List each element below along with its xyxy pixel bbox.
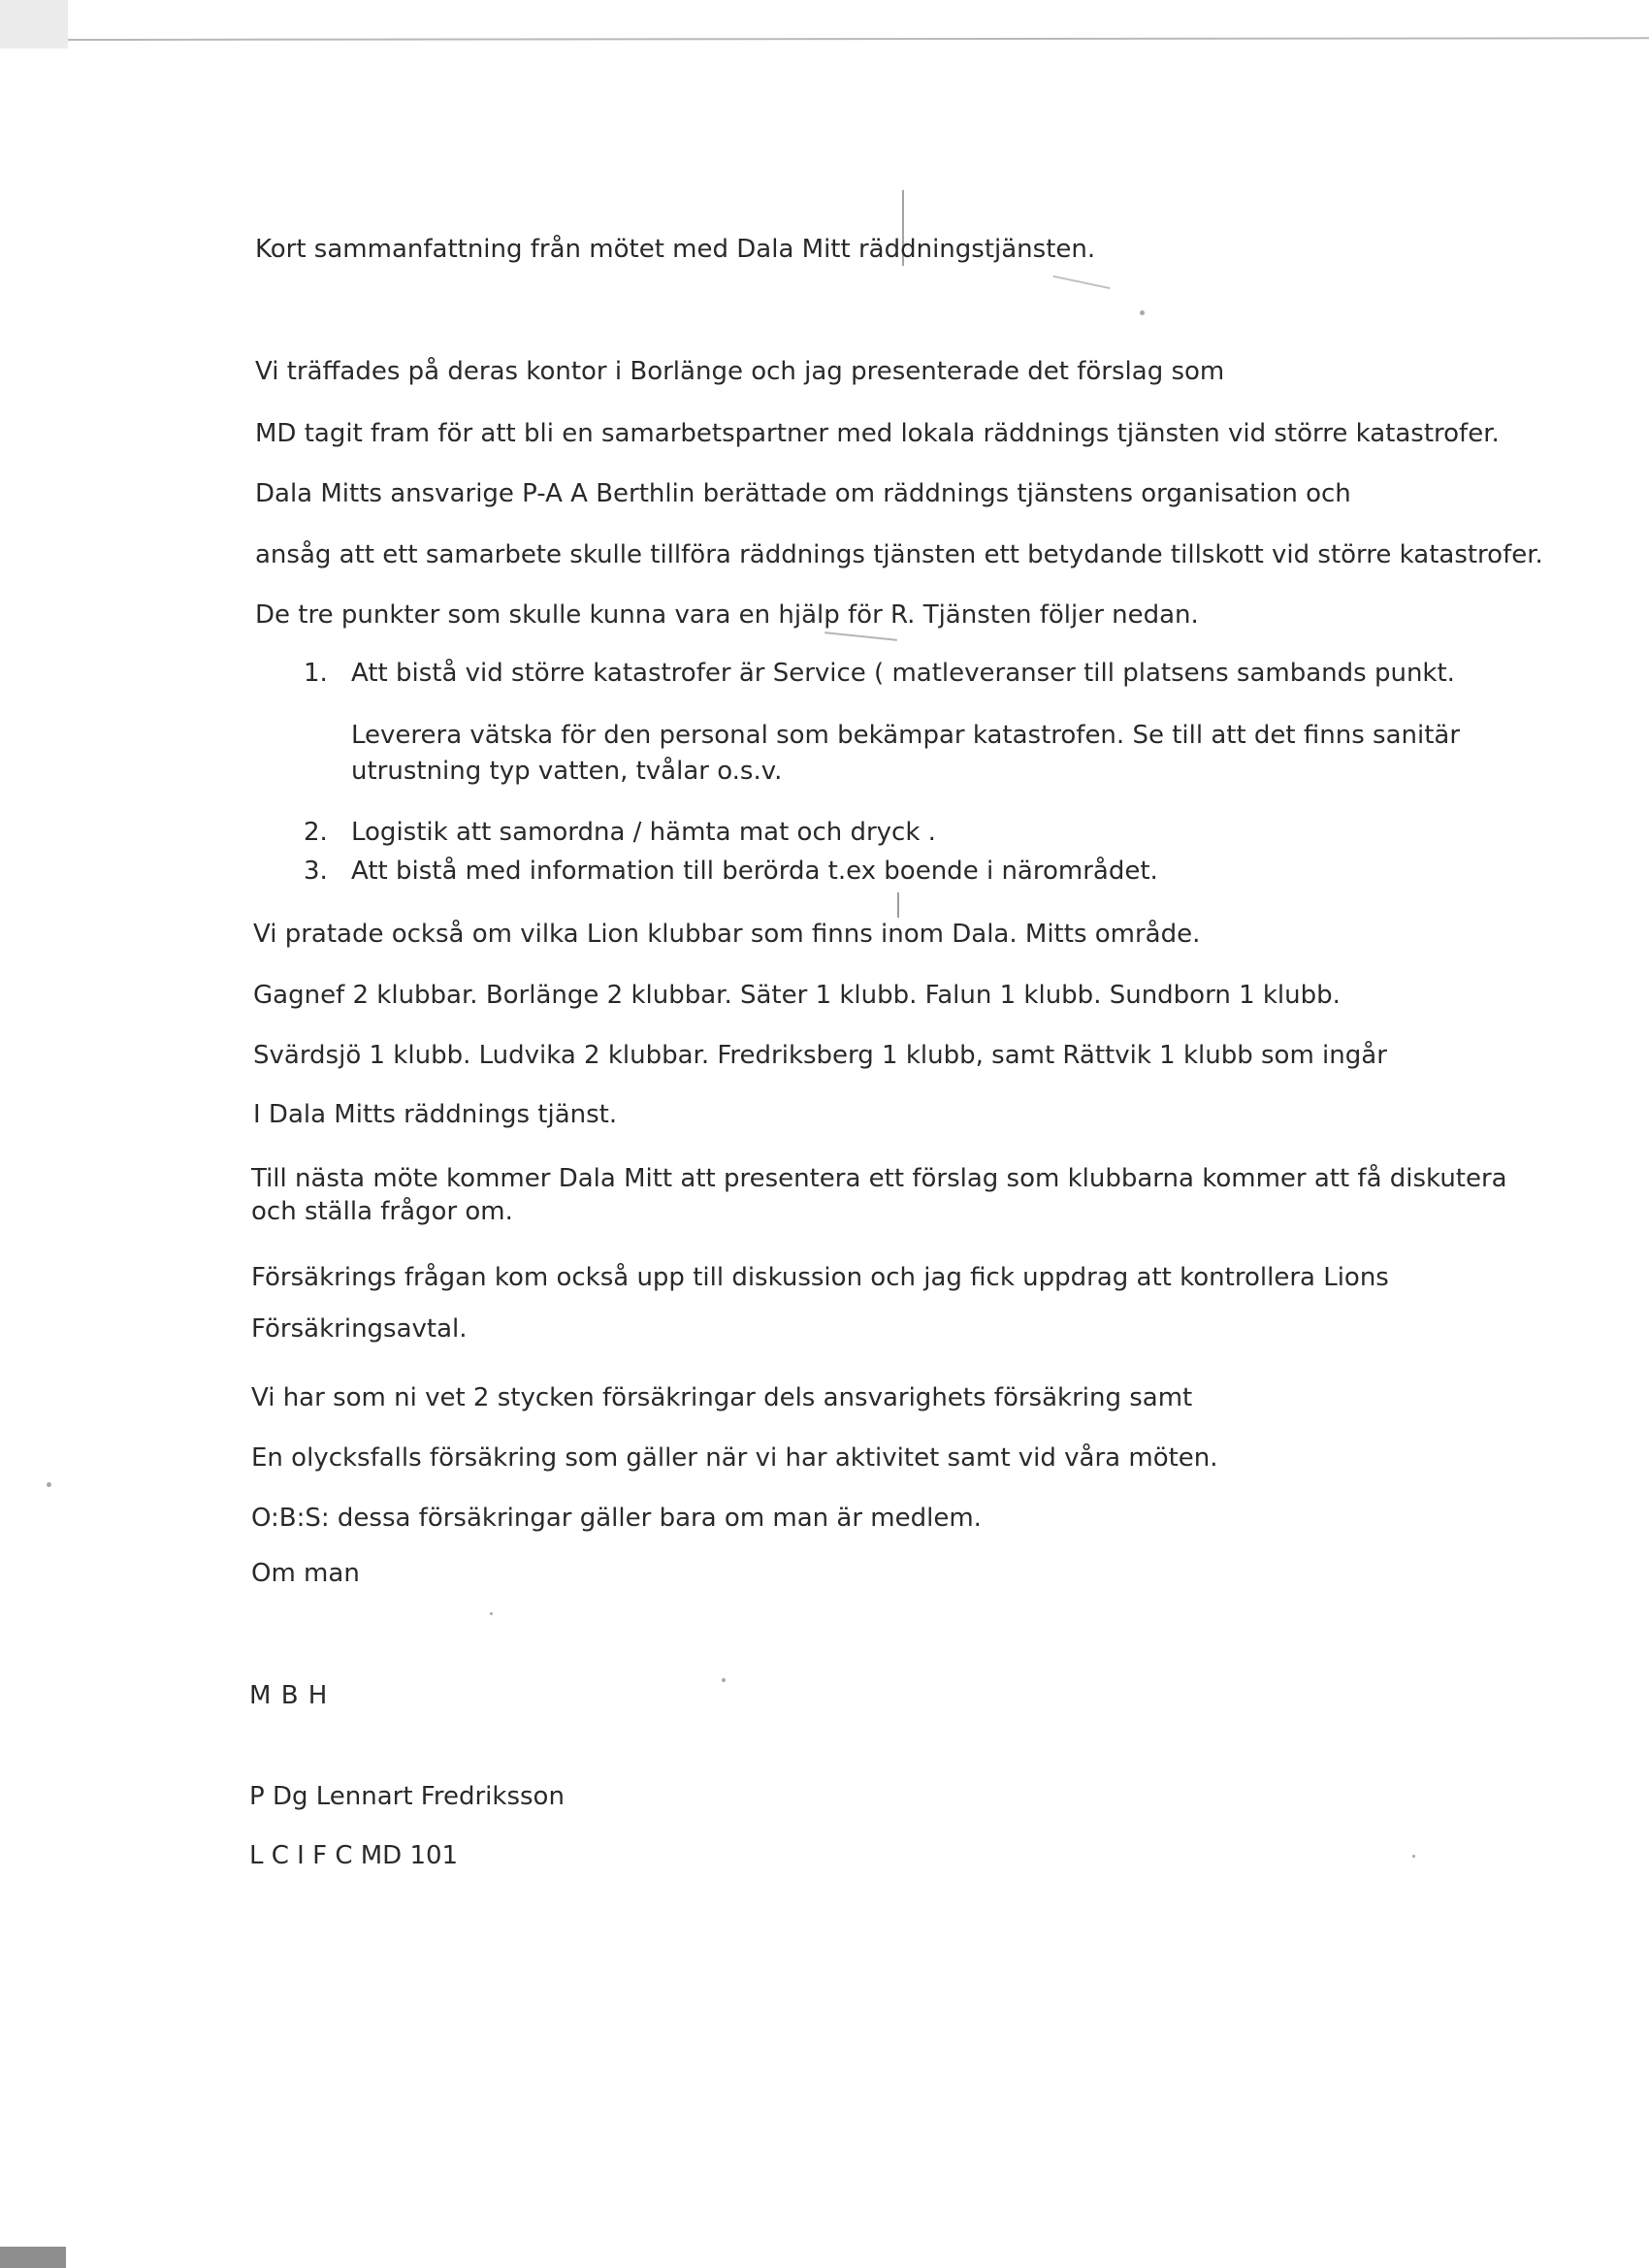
scan-speck — [1140, 310, 1145, 315]
scan-speck — [47, 1482, 51, 1487]
paragraph: I Dala Mitts räddnings tjänst. — [253, 1100, 618, 1129]
scan-border — [0, 0, 68, 49]
scan-speck — [1412, 1855, 1415, 1858]
scan-border — [0, 2247, 66, 2268]
paragraph: Gagnef 2 klubbar. Borlänge 2 klubbar. Säter 1 klubb. Falun 1 klubb. Sundborn 1 klubb. — [253, 981, 1341, 1010]
document-title: Kort sammanfattning från mötet med Dala Mitt räddningstjänsten. — [255, 235, 1096, 264]
page-edge — [68, 37, 1649, 41]
list-item-continued: Leverera vätska för den personal som bekämpar katastrofen. Se till att det finns sanitär — [351, 721, 1461, 750]
signature-title: L C I F C MD 101 — [249, 1841, 459, 1870]
list-number: 2. — [304, 818, 328, 847]
paragraph: Vi pratade också om vilka Lion klubbar som finns inom Dala. Mitts område. — [253, 920, 1201, 949]
paragraph: Om man — [251, 1559, 360, 1588]
paragraph: De tre punkter som skulle kunna vara en hjälp för R. Tjänsten följer nedan. — [255, 600, 1199, 630]
paragraph: MD tagit fram för att bli en samarbetspartner med lokala räddnings tjänsten vid större katastrofer. — [255, 419, 1500, 448]
paragraph: och ställa frågor om. — [251, 1197, 513, 1226]
signature-name: P Dg Lennart Fredriksson — [249, 1782, 565, 1811]
paragraph: Vi träffades på deras kontor i Borlänge och jag presenterade det förslag som — [255, 357, 1225, 386]
paragraph: ansåg att ett samarbete skulle tillföra räddnings tjänsten ett betydande tillskott vid större katastrofer. — [255, 540, 1543, 569]
pen-mark — [824, 632, 897, 641]
scan-speck — [490, 1612, 493, 1615]
paragraph: Svärdsjö 1 klubb. Ludvika 2 klubbar. Fredriksberg 1 klubb, samt Rättvik 1 klubb som ingår — [253, 1041, 1387, 1070]
paragraph: Dala Mitts ansvarige P-A A Berthlin berättade om räddnings tjänstens organisation och — [255, 479, 1351, 508]
paragraph: O:B:S: dessa försäkringar gäller bara om man är medlem. — [251, 1504, 982, 1533]
paragraph: Försäkrings frågan kom också upp till diskussion och jag fick uppdrag att kontrollera Lions — [251, 1263, 1389, 1292]
pen-mark — [897, 892, 899, 918]
paragraph: En olycksfalls försäkring som gäller när vi har aktivitet samt vid våra möten. — [251, 1443, 1218, 1473]
paragraph: Försäkringsavtal. — [251, 1314, 468, 1344]
closing: M B H — [249, 1681, 329, 1710]
list-number: 3. — [304, 857, 328, 886]
list-number: 1. — [304, 659, 328, 688]
list-item: Att bistå vid större katastrofer är Service ( matleveranser till platsens sambands punkt. — [351, 659, 1455, 688]
scan-speck — [722, 1678, 726, 1682]
pen-mark — [1052, 275, 1110, 289]
list-item: Att bistå med information till berörda t.ex boende i närområdet. — [351, 857, 1158, 886]
list-item-continued: utrustning typ vatten, tvålar o.s.v. — [351, 757, 783, 786]
paragraph: Till nästa möte kommer Dala Mitt att presentera ett förslag som klubbarna kommer att få diskutera — [251, 1164, 1507, 1193]
list-item: Logistik att samordna / hämta mat och dryck . — [351, 818, 936, 847]
paragraph: Vi har som ni vet 2 stycken försäkringar dels ansvarighets försäkring samt — [251, 1383, 1193, 1412]
